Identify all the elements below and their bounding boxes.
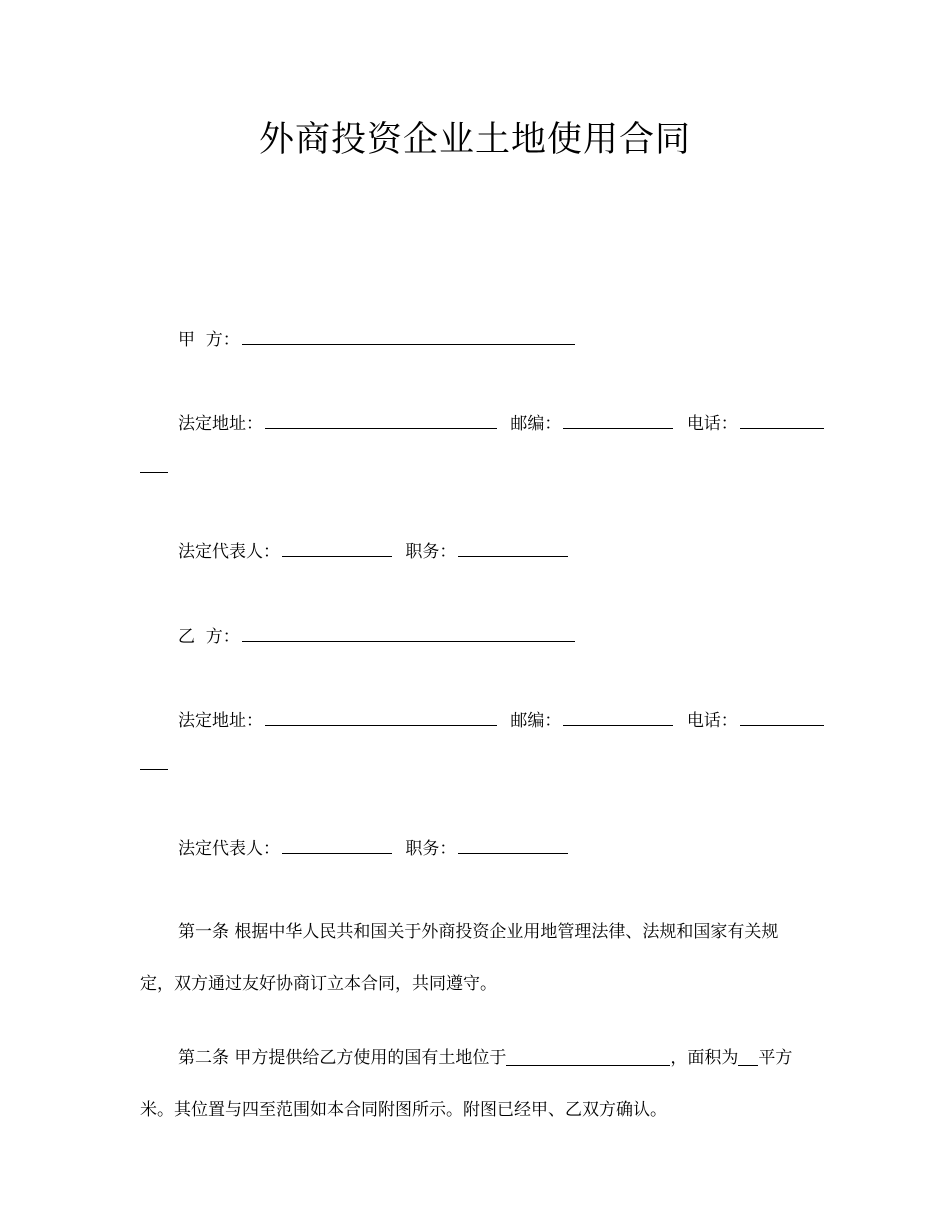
- party-b-phone-field[interactable]: [740, 707, 824, 726]
- party-a-address-label: 法定地址：: [178, 414, 263, 434]
- party-a-phone-field-continued[interactable]: [140, 472, 168, 473]
- party-b-name-row: [178, 623, 577, 649]
- party-a-position-field[interactable]: [458, 538, 568, 557]
- party-b-name-label: 乙 方：: [178, 627, 240, 647]
- article-1: 第一条 根据中华人民共和国关于外商投资企业用地管理法律、法规和国家有关规定，双方通过友好协商订立本合同，共同遵守。: [140, 922, 779, 994]
- party-a-address-row: [178, 410, 826, 436]
- document-title: 外商投资企业土地使用合同: [258, 120, 691, 160]
- party-b-name-field[interactable]: [242, 623, 575, 642]
- party-b-address-field[interactable]: [265, 707, 497, 726]
- party-b-rep-label: 法定代表人：: [178, 839, 280, 859]
- party-b-rep-row: [178, 835, 570, 861]
- party-b-rep-field[interactable]: [282, 835, 392, 854]
- article-2-text-3: 平方米。其位置与四至范围如本合同附图所示。附图已经甲、乙双方确认。: [140, 1048, 793, 1120]
- party-b-phone-field-continued[interactable]: [140, 769, 168, 770]
- article-2-text-2: ，面积为: [670, 1048, 739, 1068]
- party-b-address-row: [178, 707, 826, 733]
- article-2: [140, 1032, 812, 1136]
- party-b-phone-label: 电话：: [686, 711, 738, 731]
- article-2-text-1: 第二条 甲方提供给乙方使用的国有土地位于: [178, 1048, 507, 1068]
- party-b-address-label: 法定地址：: [178, 711, 263, 731]
- party-a-name-row: [178, 326, 577, 352]
- party-a-address-field[interactable]: [265, 410, 497, 429]
- party-b-position-field[interactable]: [458, 835, 568, 854]
- party-a-phone-label: 电话：: [686, 414, 738, 434]
- land-area-field[interactable]: [738, 1047, 758, 1066]
- party-a-rep-field[interactable]: [282, 538, 392, 557]
- party-b-postcode-label: 邮编：: [510, 711, 562, 731]
- party-a-rep-row: [178, 538, 570, 564]
- party-a-rep-label: 法定代表人：: [178, 542, 280, 562]
- party-a-name-label: 甲 方：: [178, 330, 240, 350]
- party-a-name-field[interactable]: [242, 326, 575, 345]
- party-a-postcode-label: 邮编：: [510, 414, 562, 434]
- party-b-postcode-field[interactable]: [563, 707, 673, 726]
- land-location-field[interactable]: [506, 1047, 670, 1066]
- party-a-postcode-field[interactable]: [563, 410, 673, 429]
- party-a-position-label: 职务：: [405, 542, 457, 562]
- party-b-position-label: 职务：: [405, 839, 457, 859]
- party-a-phone-field[interactable]: [740, 410, 824, 429]
